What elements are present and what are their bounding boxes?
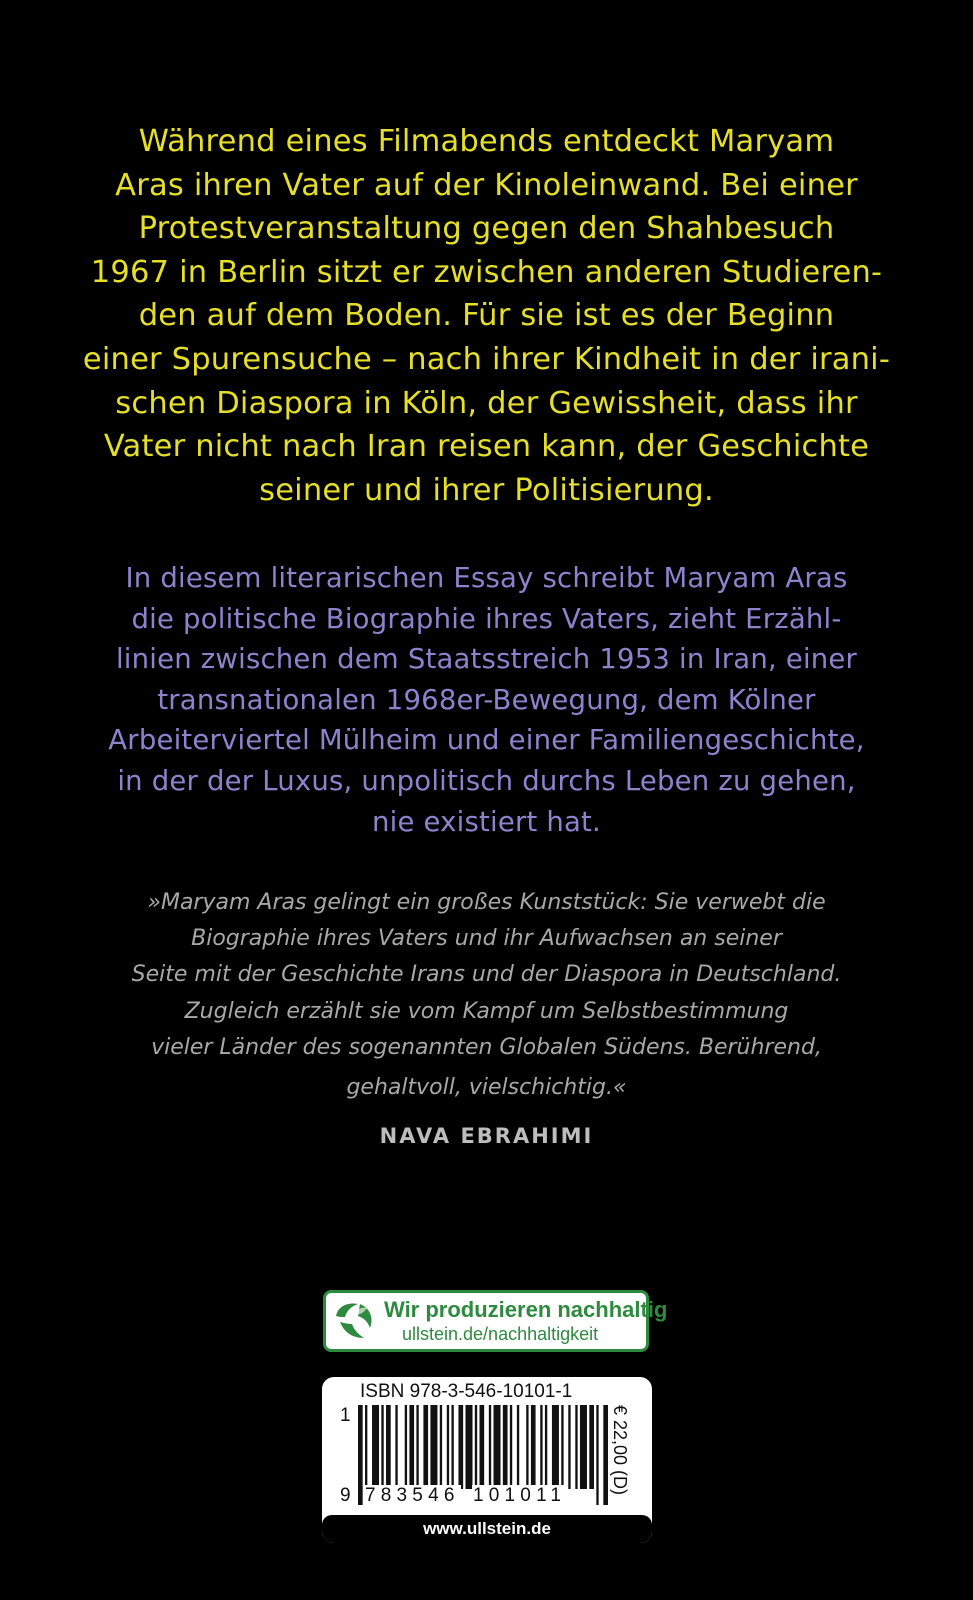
- barcode-bar: [440, 1405, 442, 1489]
- barcode-bar: [503, 1405, 508, 1489]
- blurb-paragraph-purple: [30, 558, 943, 842]
- barcode-group-right: 101011: [473, 1485, 567, 1506]
- barcode-bar: [526, 1405, 528, 1489]
- barcode-bar: [531, 1405, 536, 1489]
- blurb-line: einer Spurensuche – nach ihrer Kindheit in der irani-: [82, 341, 891, 377]
- blurb-line: schen Diaspora in Köln, der Gewissheit, dass ihr: [115, 385, 858, 421]
- publisher-url: www.ullstein.de: [423, 1519, 551, 1538]
- publisher-strip: [322, 1515, 652, 1543]
- barcode-bar: [568, 1405, 570, 1489]
- quote-line: Zugleich erzählt sie vom Kampf um Selbstbestimmung: [184, 998, 789, 1024]
- barcode-bar: [409, 1405, 414, 1489]
- barcode-bar: [416, 1405, 418, 1489]
- quote-line: »Maryam Aras gelingt ein großes Kunststück: Sie verwebt die: [147, 890, 826, 915]
- quote-line: Seite mit der Geschichte Irans und der Diaspora in Deutschland.: [131, 962, 842, 988]
- blurb-line: In diesem literarischen Essay schreibt Maryam Aras: [125, 562, 848, 594]
- barcode-bar: [405, 1405, 407, 1489]
- badge-title: Wir produzieren nachhaltig: [384, 1297, 668, 1322]
- barcode-bar: [517, 1405, 519, 1489]
- barcode-bar: [447, 1405, 449, 1489]
- barcode-bar: [451, 1405, 453, 1489]
- quote-author: NAVA EBRAHIMI: [379, 1124, 594, 1148]
- blurb-line: Vater nicht nach Iran reisen kann, der Geschichte: [103, 429, 870, 465]
- barcode-bar: [386, 1405, 391, 1489]
- isbn-barcode-box: [322, 1377, 652, 1543]
- blurb-line: Protestveranstaltung gegen den Shahbesuch: [138, 211, 835, 247]
- barcode-bar: [465, 1405, 472, 1489]
- barcode-bar: [458, 1405, 463, 1489]
- barcode-bar: [540, 1405, 542, 1489]
- blurb-line: 1967 in Berlin sitzt er zwischen anderen Studieren-: [90, 254, 883, 290]
- blurb-line: die politische Biographie ihres Vaters, zieht Erzähl-: [131, 602, 842, 635]
- barcode-bar: [395, 1405, 397, 1489]
- price-label: € 22,00 (D): [610, 1405, 630, 1496]
- blurb-line: seiner und ihrer Politisierung.: [259, 472, 714, 508]
- blurb-line: Aras ihren Vater auf der Kinoleinwand. Bei einer: [115, 167, 858, 203]
- barcode-bar: [596, 1405, 598, 1505]
- barcode-bar: [575, 1405, 577, 1489]
- quote-line: vieler Länder des sogenannten Globalen Südens. Berührend,: [151, 1034, 822, 1060]
- quote-line: gehaltvoll, vielschichtig.«: [346, 1075, 627, 1101]
- blurb-line: den auf dem Boden. Für sie ist es der Beginn: [138, 298, 835, 334]
- blurb-line: nie existiert hat.: [372, 805, 601, 838]
- leaf-recycle-icon: [332, 1298, 380, 1346]
- blurb-line: linien zwischen dem Staatsstreich 1953 in Iran, einer: [115, 643, 858, 676]
- barcode-bar: [372, 1405, 379, 1489]
- barcode-group-left: 783546: [365, 1485, 460, 1506]
- barcode-first-digit: 9: [340, 1485, 351, 1506]
- barcode-addon-digit: 1: [340, 1405, 351, 1426]
- barcode-bar: [381, 1405, 383, 1489]
- review-quote: [30, 885, 943, 1106]
- barcode-bar: [561, 1405, 563, 1489]
- barcode-bar: [545, 1405, 547, 1489]
- blurb-line: transnationalen 1968er-Bewegung, dem Kölner: [157, 683, 816, 716]
- quote-line: Biographie ihres Vaters und ihr Aufwachsen an seiner: [191, 926, 782, 952]
- barcode-bar: [552, 1405, 559, 1489]
- barcode-bar: [423, 1405, 428, 1489]
- barcode-bar: [589, 1405, 594, 1489]
- barcode-bar: [580, 1405, 587, 1489]
- blurb-paragraph-yellow: [30, 120, 943, 512]
- sustainability-badge: [323, 1290, 668, 1352]
- blurb-line: in der der Luxus, unpolitisch durchs Leben zu gehen,: [117, 764, 856, 797]
- barcode-bar: [430, 1405, 437, 1489]
- badge-url: ullstein.de/nachhaltigkeit: [402, 1324, 599, 1344]
- barcode-bar: [358, 1405, 363, 1505]
- barcode-bar: [475, 1405, 477, 1489]
- barcode-bar: [494, 1405, 501, 1489]
- blurb-line: Arbeiterviertel Mülheim und einer Familiengeschichte,: [108, 724, 865, 757]
- blurb-line: Während eines Filmabends entdeckt Maryam: [138, 124, 835, 159]
- barcode-bar: [510, 1405, 512, 1489]
- isbn-number: ISBN 978-3-546-10101-1: [360, 1381, 573, 1402]
